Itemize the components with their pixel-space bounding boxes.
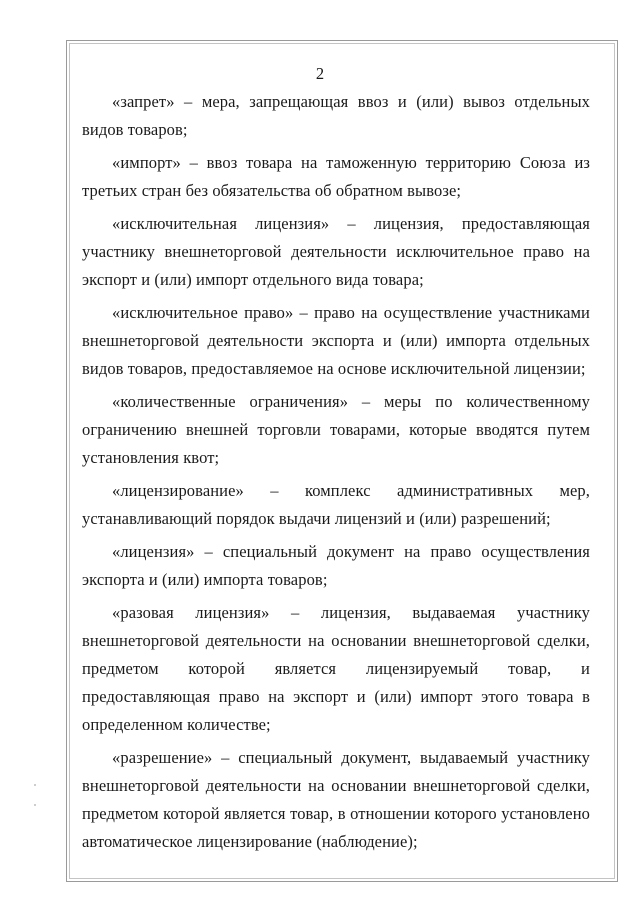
scan-speck <box>34 784 36 786</box>
definition-paragraph: «лицензирование» – комплекс административных мер, устанавливающий порядок выдачи лицензий и (или) разрешений; <box>82 481 590 528</box>
definition-paragraph: «исключительное право» – право на осуществление участниками внешнеторговой деятельности экспорта и (или) импорта отдельных видов товаров, предоставляемое на основе исключительной лицензии; <box>82 303 590 378</box>
page-number: 2 <box>315 64 325 83</box>
definition-paragraph: «разрешение» – специальный документ, выдаваемый участнику внешнеторговой деятельности на основании внешнеторговой сделки, предметом которой является товар, в отношении которого установлено автоматическое лицензирование (наблюдение); <box>82 748 590 851</box>
definition-paragraph: «импорт» – ввоз товара на таможенную территорию Союза из третьих стран без обязательства об обратном вывозе; <box>82 153 590 200</box>
definition-paragraph: «исключительная лицензия» – лицензия, предоставляющая участнику внешнеторговой деятельности исключительное право на экспорт и (или) импорт отдельного вида товара; <box>82 214 590 289</box>
definition-paragraph: «запрет» – мера, запрещающая ввоз и (или) вывоз отдельных видов товаров; <box>82 92 590 139</box>
scan-speck <box>34 804 36 806</box>
definition-paragraph: «лицензия» – специальный документ на право осуществления экспорта и (или) импорта товаров; <box>82 542 590 589</box>
definition-paragraph: «разовая лицензия» – лицензия, выдаваемая участнику внешнеторговой деятельности на основании внешнеторговой сделки, предметом которой является лицензируемый товар, и предоставляющая право на экспорт и (или) импорт этого товара в определенном количестве; <box>82 603 590 734</box>
document-body <box>82 88 590 861</box>
definition-paragraph: «количественные ограничения» – меры по количественному ограничению внешней торговли товарами, которые вводятся путем установления квот; <box>82 392 590 467</box>
